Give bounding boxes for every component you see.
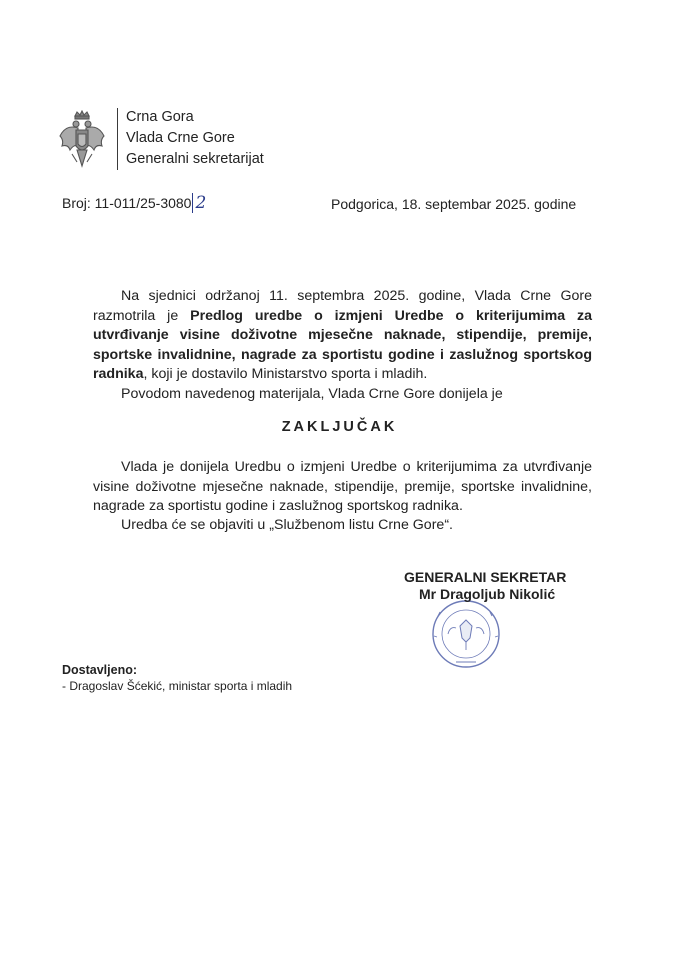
distribution-item: - Dragoslav Šćekić, ministar sporta i mladih [62,679,293,693]
reference-number-text: Broj: 11-011/25-3080 [62,195,192,211]
header-office: Generalni sekretarijat [126,151,264,167]
paragraph-publication: Uredba će se objaviti u „Službenom listu Crne Gore“. [121,517,453,533]
paragraph-conclusion: Vlada je donijela Uredbu o izmjeni Uredbe o kriterijumima za utvrđivanje visine doživotne mjesečne naknade, stipendije, premije, sportske invalidnine, nagrade za sportistu godine i zaslužnog sportskog radnika. [93,459,592,514]
conclusion-heading: ZAKLJUČAK [281,419,398,435]
signature-title: GENERALNI SEKRETAR [404,569,567,585]
place-date: Podgorica, 18. septembar 2025. godine [331,196,577,212]
signature-name: Mr Dragoljub Nikolić [419,586,556,602]
coat-of-arms-icon [58,110,106,170]
reference-handwritten-digit: 2 [192,193,206,213]
header-government: Vlada Crne Gore [126,130,235,146]
official-stamp-icon [420,596,512,668]
proposal-title: Predlog uredbe o izmjeni Uredbe o kriterijumima za utvrđivanje visine doživotne mjesečne naknade, stipendije, premije, sportske invalidnine, nagrade za sportistu godine i zaslužnog sportskog radnika [93,307,592,382]
paragraph-session-intro: Na sjednici održanoj 11. septembra 2025. godine, Vlada Crne Gore razmotrila je [93,288,592,324]
header-country: Crna Gora [126,109,194,125]
header-divider [117,108,118,170]
paragraph-session [93,287,592,385]
paragraph-decision-intro: Povodom navedenog materijala, Vlada Crne Gore donijela je [121,386,503,402]
distribution-label: Dostavljeno: [62,663,138,677]
paragraph-session-tail: , koji je dostavilo Ministarstvo sporta i mladih. [143,366,428,382]
reference-number [62,193,206,213]
institution-header [126,107,264,170]
